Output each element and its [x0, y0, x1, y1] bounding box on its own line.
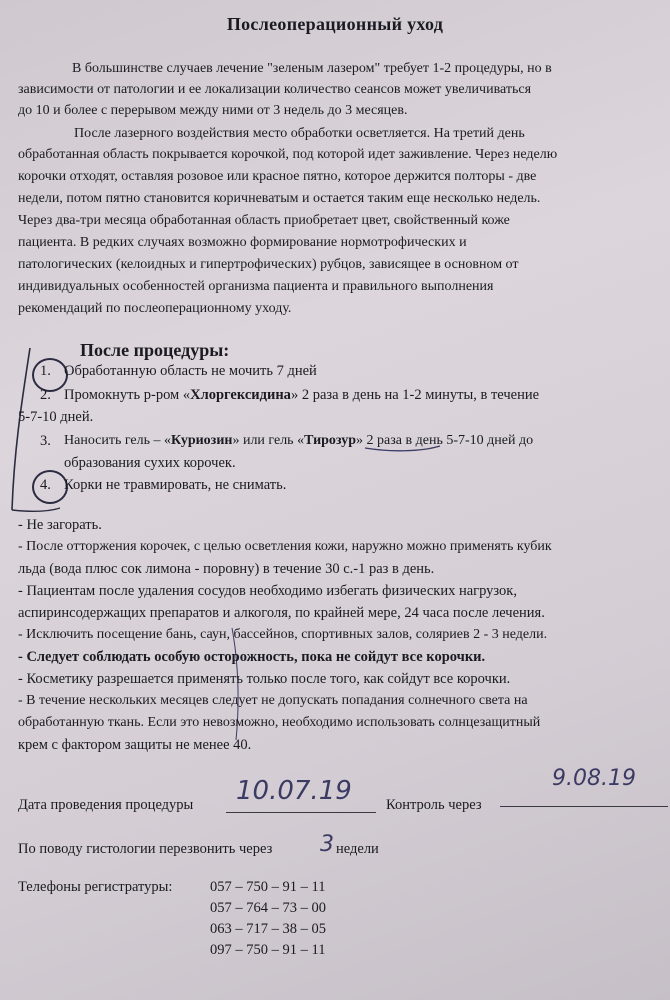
step-text: Обработанную область не мочить 7 дней: [64, 363, 317, 379]
phone-number: 097 – 750 – 91 – 11: [210, 942, 326, 958]
procedure-date-value: 10.07.19: [236, 776, 352, 806]
control-label: Контроль через: [386, 797, 482, 813]
recommendation-line: - Пациентам после удаления сосудов необходимо избегать физических нагрузок,: [18, 583, 517, 599]
intro-line: патологических (келоидных и гипертрофических) рубцов, зависящее в основном от: [18, 257, 519, 272]
intro-line: корочки отходят, оставляя розовое или красное пятно, которое держится полторы - две: [18, 169, 537, 184]
intro-line: зависимости от патологии и ее локализации количество сеансов может увеличиваться: [18, 82, 532, 97]
phones-label: Телефоны регистратуры:: [18, 879, 173, 895]
intro-line: рекомендаций по послеоперационному уходу.: [18, 301, 292, 316]
step-number: 4.: [40, 477, 51, 493]
step-text: Промокнуть р-ром «Хлоргексидина» 2 раза в день на 1-2 минуты, в течение: [64, 387, 540, 403]
recommendation-line: аспиринсодержащих препаратов и алкоголя, по крайней мере, 24 часа после лечения.: [18, 605, 545, 621]
procedure-date-label: Дата проведения процедуры: [18, 797, 194, 813]
recommendation-line: - Исключить посещение бань, саун, бассейнов, спортивных залов, соляриев 2 - 3 недели.: [18, 627, 548, 642]
intro-line: до 10 и более с перерывом между ними от 3 недель до 3 месяцев.: [18, 103, 408, 118]
step-text-cont: 5-7-10 дней.: [18, 409, 94, 425]
step-text: Корки не травмировать, не снимать.: [64, 477, 287, 493]
histology-weeks-value: 3: [320, 832, 334, 857]
recommendation-line: - Не загорать.: [18, 517, 102, 533]
procedure-date-line: [226, 812, 376, 813]
recommendation-line: крем с фактором защиты не менее 40.: [18, 737, 252, 753]
phone-number: 057 – 750 – 91 – 11: [210, 879, 326, 895]
intro-line: индивидуальных особенностей организма пациента и правильного выполнения: [18, 279, 494, 294]
step-text: Наносить гель – «Куриозин» или гель «Тирозур» 2 раза в день 5-7-10 дней до: [64, 433, 534, 448]
recommendation-line: обработанную ткань. Если это невозможно, необходимо использовать солнцезащитный: [18, 715, 541, 730]
intro-line: После лазерного воздействия место обработки осветляется. На третий день: [74, 126, 525, 141]
recommendation-line: льда (вода плюс сок лимона - поровну) в течение 30 с.-1 раз в день.: [18, 561, 435, 577]
step-number: 3.: [40, 433, 51, 449]
after-procedure-heading: После процедуры:: [80, 340, 230, 360]
phone-number: 063 – 717 – 38 – 05: [210, 921, 326, 937]
histology-label: По поводу гистологии перезвонить через: [18, 841, 273, 857]
recommendation-line: - В течение нескольких месяцев следует не допускать попадания солнечного света на: [18, 693, 528, 708]
intro-line: обработанная область покрывается корочкой, под которой идет заживление. Через неделю: [18, 147, 558, 162]
step-text-cont: образования сухих корочек.: [64, 455, 236, 471]
intro-line: пациента. В редких случаях возможно формирование нормотрофических и: [18, 235, 467, 250]
control-line: [500, 806, 668, 807]
recommendation-line: - После отторжения корочек, с целью осветления кожи, наружно можно применять кубик: [18, 539, 552, 554]
phone-number: 057 – 764 – 73 – 00: [210, 900, 326, 916]
recommendation-line-bold: - Следует соблюдать особую осторожность, пока не сойдут все корочки.: [18, 649, 486, 665]
intro-line: недели, потом пятно становится коричневатым и остается таким еще несколько недель.: [18, 191, 541, 206]
intro-line: В большинстве случаев лечение "зеленым лазером" требует 1-2 процедуры, но в: [72, 61, 552, 76]
intro-line: Через два-три месяца обработанная область приобретает цвет, свойственный коже: [18, 213, 510, 228]
control-date-value: 9.08.19: [552, 766, 636, 791]
recommendation-line: - Косметику разрешается применять только после того, как сойдут все корочки.: [18, 671, 511, 687]
histology-unit: недели: [336, 841, 379, 857]
step-number: 1.: [40, 363, 51, 379]
step-number: 2.: [40, 387, 51, 403]
document-title: Послеоперационный уход: [226, 14, 444, 34]
